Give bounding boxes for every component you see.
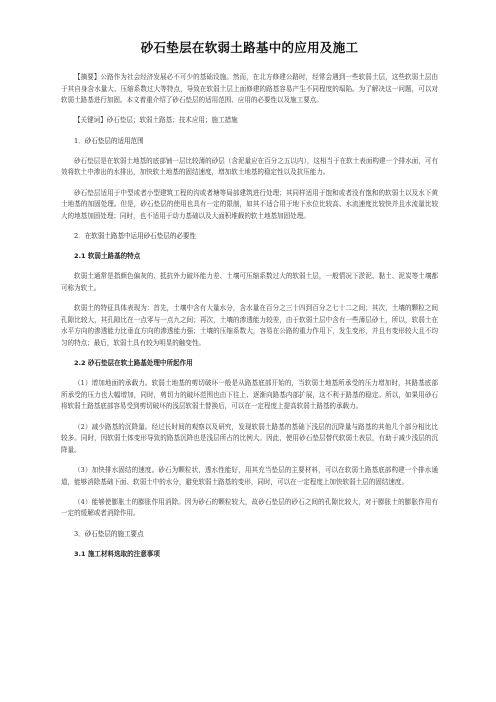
section-2-2-paragraph-1: （1）增加地面的承载力。软弱土地基的剪切破坏一般是从路基底部开始的，当软弱土地基所承受的压力增加时，其路基底部所承受的压力也大幅增加，同时，剪切力的破坏范围也由下往上、逐渐向路基内部扩展，这不利于路基的稳定。所以，如果用砂石将软弱土路基底部容易受到剪切破坏的浅层软弱土替换后，可以在一定程度上提高软弱土路基的承载力。 <box>61 379 438 411</box>
section-3-1-heading: 3.1 施工材料选取的注意事项 <box>74 549 160 558</box>
section-3-heading: 3．砂石垫层的施工要点 <box>74 529 144 538</box>
section-2-1-heading: 2.1 软弱土路基的特点 <box>74 252 141 261</box>
section-2-2-paragraph-3: （3）加快排水固结的速度。砂石为颗粒状，透水性能好，用其充当垫层的主要材料，可以在软弱土路基底部构建一个排水通道，能够消除基础下面、软弱土中的水分，避免软弱土路基的变形，同时，可以在一定程度上加快软弱土层的固结速度。 <box>61 465 438 486</box>
keywords-paragraph: 【关键词】砂石垫层；软弱土路基；技术应用；施工措施 <box>74 116 238 125</box>
section-2-heading: 2．在软弱土路基中运用砂石垫层的必要性 <box>74 231 197 240</box>
section-2-2-heading: 2.2 砂石垫层在软土路基处理中所起作用 <box>74 359 193 368</box>
abstract-paragraph: 【摘要】公路作为社会经济发展必不可少的基础设施。然而，在北方修建公路时，经常会遇到一些软弱土层，这些软弱土层由于其自身含水量大、压缩系数过大等特点，导致在软弱土层上面修建的路基容易产生不同程度的塌陷。为了解决这一问题，可以对软弱土路基进行加固。本文着重介绍了砂石垫层的适用范围、应用的必要性以及施工要点。 <box>61 73 438 105</box>
section-2-1-paragraph-2: 软弱土的特征具体表现为：首先，土壤中含有大量水分，含水量在百分之三十四到百分之七十二之间；其次，土壤的颗粒之间孔隙比较大，其孔隙比在一点零与一点九之间；再次，土壤的渗透能力较差，由于软弱土层中含有一些薄层砂土，所以，软弱土在水平方向的渗透能力比垂直方向的渗透能力强；土壤的压缩系数大，容易在公路的重力作用下，发生变形，并且有变形较大且不均匀的特点；最后，软弱土具有较为明显的触变性。 <box>61 304 438 347</box>
section-2-1-paragraph-1: 软弱土通常是指颜色偏灰的、抵抗外力破坏能力差、土壤可压缩系数过大的软弱土层，一般情况下淤泥、黏土、泥炭等土壤都可称为软土。 <box>61 272 438 292</box>
section-1-paragraph-2: 砂石垫层适用于中型或者小型建筑工程的沟或者塘等局部建筑进行处理；其同样适用于饱和或者没有饱和的软弱土以及水下黄土地基的加固处理。但是，砂石垫层的使用也具有一定的限制，如其不适合用于地下水位比较高、水流速度比较快并且水流量比较大的地基加固处理；同时，也不适用于动力基础以及大面积堆载的软土地基加固处理。 <box>61 188 438 220</box>
document-title: 砂石垫层在软弱土路基中的应用及施工 <box>140 40 359 55</box>
section-1-heading: 1．砂石垫层的适用范围 <box>74 136 144 145</box>
section-2-2-paragraph-2: （2）减少路基的沉降量。经过长时间的观察以及研究，发现软弱土路基的基础下浅层的沉降量与路基的其他几个部分相比比较多。同时，因软弱土体变形导致的路基沉降也是浅层所占的比例大。因此，使用砂石垫层替代软弱土表层，有助于减少浅层的沉降量。 <box>61 422 438 454</box>
section-1-paragraph-1: 砂石垫层是在软弱土地基的底部铺一层比较薄的砂层（含泥量应在百分之五以内），这相当于在软土表面构建一个排水面，可有效将软土中渗出的水排出，加快软土地基的固结速度，增加软土地基的稳定性以及抗压能力。 <box>61 156 438 177</box>
section-2-2-paragraph-4: （4）能够使膨胀土的膨胀作用消除。因为砂石的颗粒较大，故砂石垫层的砂石之间的孔隙比较大，对于膨胀土的膨胀作用有一定的缓解或者消除作用。 <box>61 497 438 518</box>
